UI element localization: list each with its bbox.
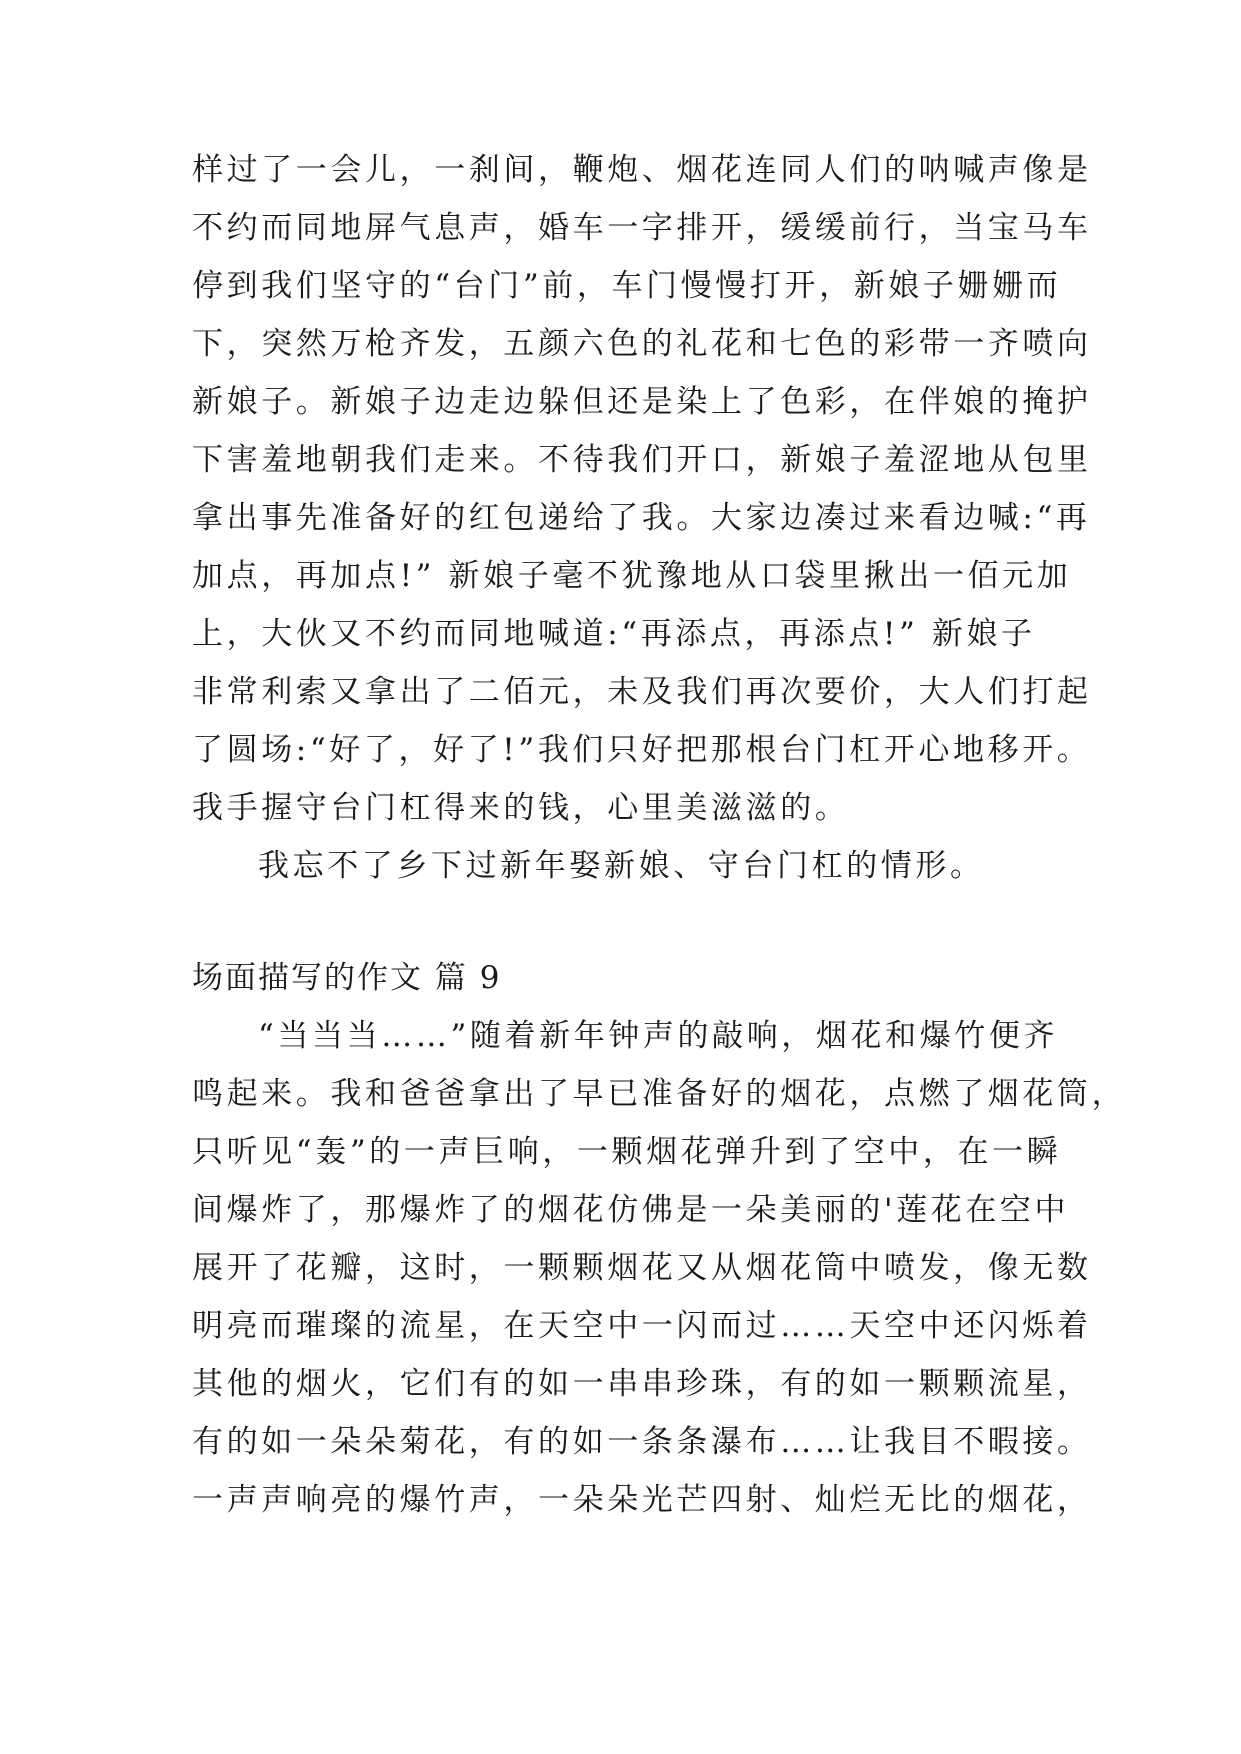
section-heading: 场面描写的作文 篇 9 [192,960,502,996]
paragraph-line: 加点，再加点!” 新娘子毫不犹豫地从口袋里揪出一佰元加 [192,558,1072,594]
closing-paragraph: 我忘不了乡下过新年娶新娘、守台门杠的情形。 [258,848,985,884]
paragraph-line: 拿出事先准备好的红包递给了我。大家边凑过来看边喊:“再 [192,500,1091,536]
paragraph-line: 间爆炸了，那爆炸了的烟花仿佛是一朵美丽的'莲花在空中 [192,1192,1070,1228]
paragraph-line: 鸣起来。我和爸爸拿出了早已准备好的烟花，点燃了烟花筒， [192,1076,1127,1112]
paragraph-line: 下害羞地朝我们走来。不待我们开口，新娘子羞涩地从包里 [192,442,1092,478]
paragraph-first-line: “当当当……”随着新年钟声的敲响，烟花和爆竹便齐 [258,1018,1059,1054]
paragraph-line: 只听见“轰”的一声巨响，一颗烟花弹升到了空中，在一瞬 [192,1134,1062,1170]
paragraph-line: 展开了花瓣，这时，一颗颗烟花又从烟花筒中喷发，像无数 [192,1250,1092,1286]
paragraph-line: 一声声响亮的爆竹声，一朵朵光芒四射、灿烂无比的烟花， [192,1482,1092,1518]
paragraph-line: 上，大伙又不约而同地喊道:“再添点，再添点!” 新娘子 [192,616,1036,652]
paragraph-line: 新娘子。新娘子边走边躲但还是染上了色彩，在伴娘的掩护 [192,384,1092,420]
paragraph-line: 样过了一会儿，一刹间，鞭炮、烟花连同人们的呐喊声像是 [192,152,1092,188]
paragraph-line: 其他的烟火，它们有的如一串串珍珠，有的如一颗颗流星， [192,1366,1092,1402]
paragraph-line: 非常利索又拿出了二佰元，未及我们再次要价，大人们打起 [192,674,1092,710]
paragraph-line: 明亮而璀璨的流星，在天空中一闪而过……天空中还闪烁着 [192,1308,1092,1344]
paragraph-line: 不约而同地屏气息声，婚车一字排开，缓缓前行，当宝马车 [192,210,1092,246]
paragraph-line: 下，突然万枪齐发，五颜六色的礼花和七色的彩带一齐喷向 [192,326,1092,362]
paragraph-line: 有的如一朵朵菊花，有的如一条条瀑布……让我目不暇接。 [192,1424,1092,1460]
paragraph-line: 停到我们坚守的“台门”前，车门慢慢打开，新娘子姗姗而 [192,268,1062,304]
paragraph-line: 我手握守台门杠得来的钱，心里美滋滋的。 [192,790,850,826]
paragraph-line: 了圆场:“好了，好了!”我们只好把那根台门杠开心地移开。 [192,732,1092,768]
